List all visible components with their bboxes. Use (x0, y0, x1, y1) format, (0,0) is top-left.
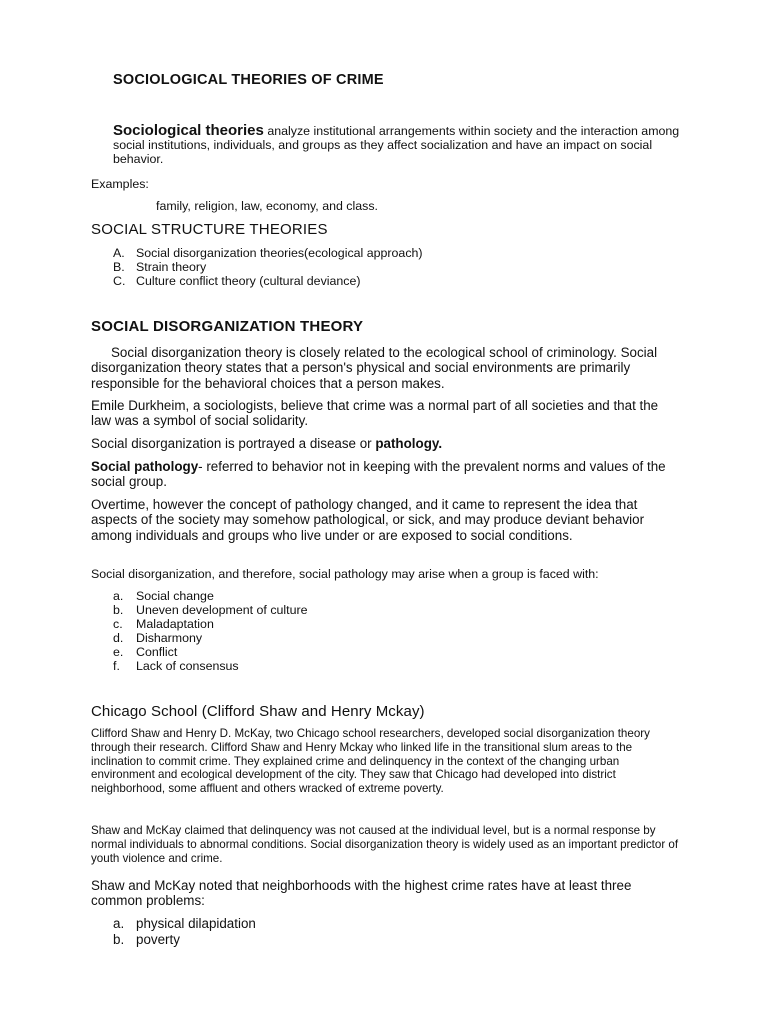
list-item (113, 274, 423, 288)
list-marker: a. (113, 589, 124, 603)
document-title: SOCIOLOGICAL THEORIES OF CRIME (113, 72, 384, 88)
list-item-text: Social disorganization theories(ecological approach) (136, 246, 423, 260)
social-pathology-term: Social pathology (91, 459, 199, 474)
list-marker: e. (113, 645, 124, 659)
intro-paragraph (113, 124, 683, 166)
social-structure-heading: SOCIAL STRUCTURE THEORIES (91, 221, 328, 238)
list-item (113, 603, 308, 617)
list-item-text: Strain theory (136, 260, 207, 274)
paragraph-pathology (91, 436, 681, 451)
list-marker: b. (113, 932, 125, 947)
examples-text: family, religion, law, economy, and class. (156, 199, 378, 213)
list-item-text: Conflict (136, 645, 178, 659)
list-item-text: Culture conflict theory (cultural deviance) (136, 274, 361, 288)
list-marker: d. (113, 631, 124, 645)
chicago-school-heading: Chicago School (Clifford Shaw and Henry Mckay) (91, 703, 425, 720)
disorganization-causes-list (113, 589, 308, 673)
paragraph-social-pathology (91, 459, 681, 490)
list-item (113, 631, 308, 645)
examples-label: Examples: (91, 177, 149, 191)
list-item (113, 589, 308, 603)
common-problems-list (113, 916, 256, 948)
intro-text: analyze institutional arrangements within society and the interaction among social institutions, individuals, and groups as they affect socialization and have an impact on social behavior. (113, 124, 680, 166)
list-item (113, 617, 308, 631)
list-item-text: Lack of consensus (136, 659, 239, 673)
list-marker: a. (113, 916, 125, 931)
list-item (113, 932, 256, 948)
list-item-text: Maladaptation (136, 617, 214, 631)
social-structure-list (113, 246, 423, 288)
paragraph-common-problems: Shaw and McKay noted that neighborhoods with the highest crime rates have at least three common problems: (91, 878, 632, 909)
paragraph-delinquency-claim: Shaw and McKay claimed that delinquency was not caused at the individual level, but is a normal response by normal individuals to abnormal conditions. Social disorganization theory is widely used as an important predictor of youth violence and crime. (91, 824, 679, 865)
list-marker: B. (113, 260, 125, 274)
social-pathology-definition: - referred to behavior not in keeping with the prevalent norms and values of the social group. (91, 459, 666, 490)
paragraph-overtime: Overtime, however the concept of pathology changed, and it came to represent the idea that aspects of the society may somehow pathological, or sick, and may produce deviant behavior among individuals and groups who live under or are exposed to social conditions. (91, 497, 645, 543)
list-marker: A. (113, 246, 125, 260)
paragraph-durkheim: Emile Durkheim, a sociologists, believe that crime was a normal part of all societies and that the law was a symbol of social solidarity. (91, 398, 659, 429)
paragraph-pathology-text: Social disorganization is portrayed a disease or (91, 436, 376, 451)
list-item (113, 645, 308, 659)
paragraph-shaw-mckay-research: Clifford Shaw and Henry D. McKay, two Chicago school researchers, developed social disorganization theory through their research. Clifford Shaw and Henry Mckay who linked life in the transitional slum areas to the inclination to commit crime. They explained crime and delinquency in the context of the changing urban environment and ecological development of the city. They saw that Chicago had developed into district neighborhood, some affluent and others wracked of extreme poverty. (91, 727, 650, 796)
paragraph-faced-with: Social disorganization, and therefore, social pathology may arise when a group is faced with: (91, 567, 599, 581)
list-item-text: physical dilapidation (136, 916, 256, 931)
paragraph-ecological-school: Social disorganization theory is closely related to the ecological school of criminology. Social disorganization theory states that a person's physical and social environments are primarily responsible for the behavioral choices that a person makes. (91, 345, 658, 391)
list-item-text: Uneven development of culture (136, 603, 308, 617)
list-marker: C. (113, 274, 126, 288)
list-item (113, 916, 256, 932)
list-item (113, 659, 308, 673)
list-item (113, 260, 423, 274)
list-item (113, 246, 423, 260)
list-item-text: poverty (136, 932, 180, 947)
social-disorganization-heading: SOCIAL DISORGANIZATION THEORY (91, 318, 364, 335)
list-item-text: Disharmony (136, 631, 203, 645)
pathology-term: pathology. (375, 436, 443, 451)
list-marker: c. (113, 617, 123, 631)
intro-lead: Sociological theories (113, 122, 264, 139)
list-marker: f. (113, 659, 120, 673)
list-marker: b. (113, 603, 124, 617)
list-item-text: Social change (136, 589, 214, 603)
